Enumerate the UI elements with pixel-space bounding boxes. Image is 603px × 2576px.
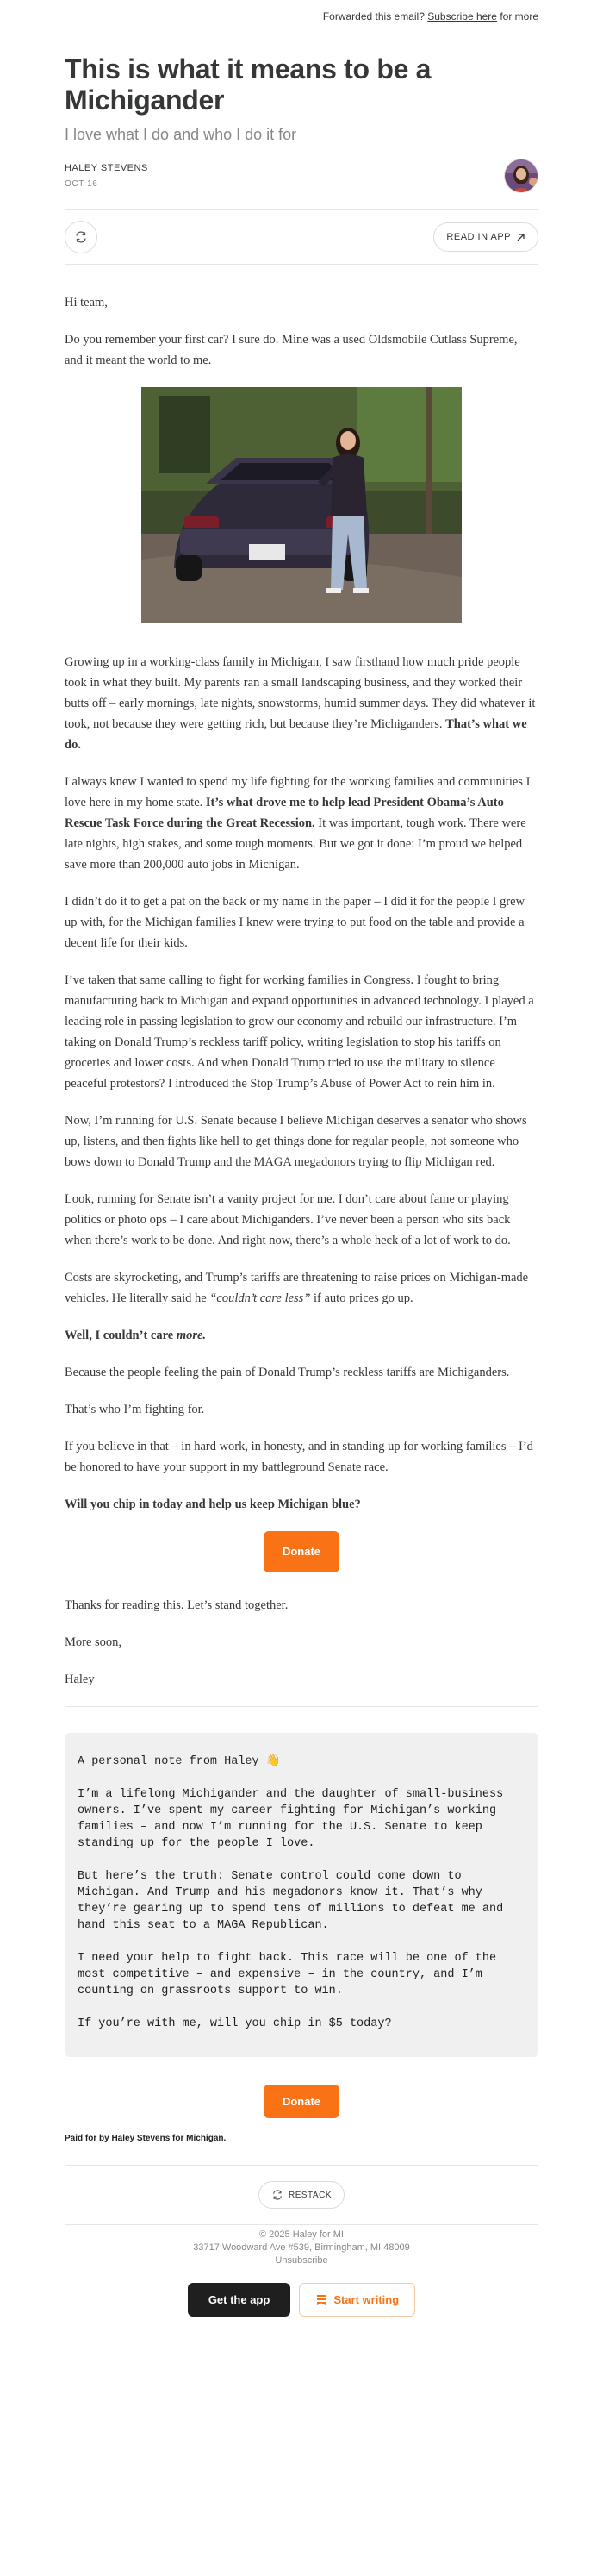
donate-button-2[interactable]: Donate [264,2085,339,2118]
restack-icon [271,2189,283,2201]
paragraph: Because the people feeling the pain of Donald Trump’s reckless tariffs are Michiganders. [65,1366,510,1379]
author-name[interactable]: HALEY STEVENS [65,163,148,173]
paragraph: That’s who I’m fighting for. [65,1403,205,1416]
start-writing-button[interactable] [299,2283,415,2317]
donate-row [65,1531,538,1572]
address: 33717 Woodward Ave #539, Birmingham, MI 48009 [193,2242,410,2253]
substack-icon [315,2294,327,2306]
forward-suffix: for more [500,10,538,22]
footer [65,2229,538,2267]
paragraph: I didn’t do it to get a pat on the back or my name in the paper – I did it for the people I grew up with, for the Michigan families I knew were trying to put food on the table and provide a decent life for their kids. [65,895,525,950]
paragraph: I’ve taken that same calling to fight for working families in Congress. I fought to bring manufacturing back to Michigan and expand opportunities in advanced technology. I played a leading role in passing legislation to grow our economy and rebuild our infrastructure. I’m taking on Donald Trump’s reckless tariff policy, writing legislation to stop his tariffs on groceries and lower costs. And when Donald Trump tried to use the military to silence peaceful protestors? I introduced the Stop Trump’s Abuse of Power Act to rein him in. [65,973,534,1091]
paragraph: Do you remember your first car? I sure do. Mine was a used Oldsmobile Cutlass Supreme, and it meant the world to me. [65,333,518,367]
post-date: OCT 16 [65,179,98,189]
note-title: A personal note from Haley 👋 [78,1755,281,1768]
action-bar [65,209,538,265]
read-in-app-label: READ IN APP [446,232,511,242]
paragraph: If you believe in that – in hard work, in honesty, and in standing up for working families – I’d be honored to have your support in my battleground Senate race. [65,1440,533,1474]
paragraph: More soon, [65,1635,122,1649]
start-writing-label: Start writing [333,2293,400,2306]
paragraph: Thanks for reading this. Let’s stand together. [65,1598,289,1612]
note-paragraph: I’m a lifelong Michigander and the daughter of small-business owners. I’ve spent my career fighting for Michigan’s working families – and now I’m running for the U.S. Senate to keep standing up for the people I love. [78,1788,504,1850]
paid-for-disclaimer: Paid for by Haley Stevens for Michigan. [65,2134,227,2143]
paragraph: Well, I couldn’t care more. [65,1329,207,1342]
read-in-app-button[interactable] [433,222,538,252]
footer-cta-row [65,2283,538,2317]
divider [65,1706,538,1707]
note-paragraph: If you’re with me, will you chip in $5 today? [78,2017,392,2030]
author-avatar[interactable] [504,159,538,193]
get-app-button[interactable]: Get the app [188,2283,291,2317]
copyright: © 2025 Haley for MI [259,2229,344,2240]
restack-icon-button[interactable] [65,221,97,253]
avatar-photo [505,159,538,193]
paragraph: Costs are skyrocketing, and Trump’s tariffs are threatening to raise prices on Michigan-made vehicles. He literally said he “couldn’t care less” if auto prices go up. [65,1271,529,1305]
paragraph: Will you chip in today and help us keep Michigan blue? [65,1497,361,1511]
divider [65,2224,538,2225]
signature: Haley [65,1673,95,1686]
paragraph: Now, I’m running for U.S. Senate because I believe Michigan deserves a senator who shows up, listens, and then fights like hell to get things done for regular people, not someone who bows down to Donald Trump and the MAGA megadonors trying to flip Michigan red. [65,1114,527,1169]
note-paragraph: But here’s the truth: Senate control could come down to Michigan. And Trump and his megadonors know it. That’s why they’re gearing up to spend tens of millions to defeat me and hand this seat to a MAGA Republican. [78,1870,504,1932]
note-paragraph: I need your help to fight back. This race will be one of the most competitive – and expensive – in the country, and I’m counting on grassroots support to win. [78,1952,497,1998]
restack-row [65,2181,538,2209]
subscribe-link[interactable]: Subscribe here [427,10,497,22]
post-container [65,53,538,2317]
post-body [65,292,538,1690]
post-subtitle: I love what I do and who I do it for [65,126,297,143]
paragraph: Look, running for Senate isn’t a vanity project for me. I don’t care about fame or playing politics or photo ops – I care about Michiganders. I’ve never been a person who sits back when there’s work to be done. And right now, there’s a whole heck of a lot of work to do. [65,1192,511,1247]
arrow-up-right-icon [516,233,525,242]
car-photo [141,387,462,623]
unsubscribe-link[interactable]: Unsubscribe [275,2255,328,2266]
paragraph: I always knew I wanted to spend my life fighting for the working families and communities I love here in my home state. It’s what drove me to help lead President Obama’s Auto Rescue Task Force during the Great Recession. It was important, tough work. There were late nights, high stakes, and some tough moments. But we got it done: I’m proud we helped save more than 200,000 auto jobs in Michigan. [65,775,531,872]
paragraph: Growing up in a working-class family in Michigan, I saw firsthand how much pride people took in what they built. My parents ran a small landscaping business, and they worked their butts off – early mornings, late nights, snowstorms, humid summer days. They did whatever it took, not because they were getting rich, but because they’re Michiganders. That’s what we do. [65,655,536,752]
personal-note [65,1733,538,2057]
post-title: This is what it means to be a Michigander [65,53,432,116]
restack-button[interactable] [258,2181,345,2209]
byline [65,158,538,194]
restack-label: RESTACK [289,2190,332,2200]
greeting: Hi team, [65,296,108,309]
divider [65,2165,538,2166]
forward-prefix: Forwarded this email? [322,10,425,22]
forward-bar [0,0,603,33]
donate-button[interactable]: Donate [264,1531,339,1572]
restack-icon [74,230,88,244]
donate-row-2 [65,2085,538,2118]
